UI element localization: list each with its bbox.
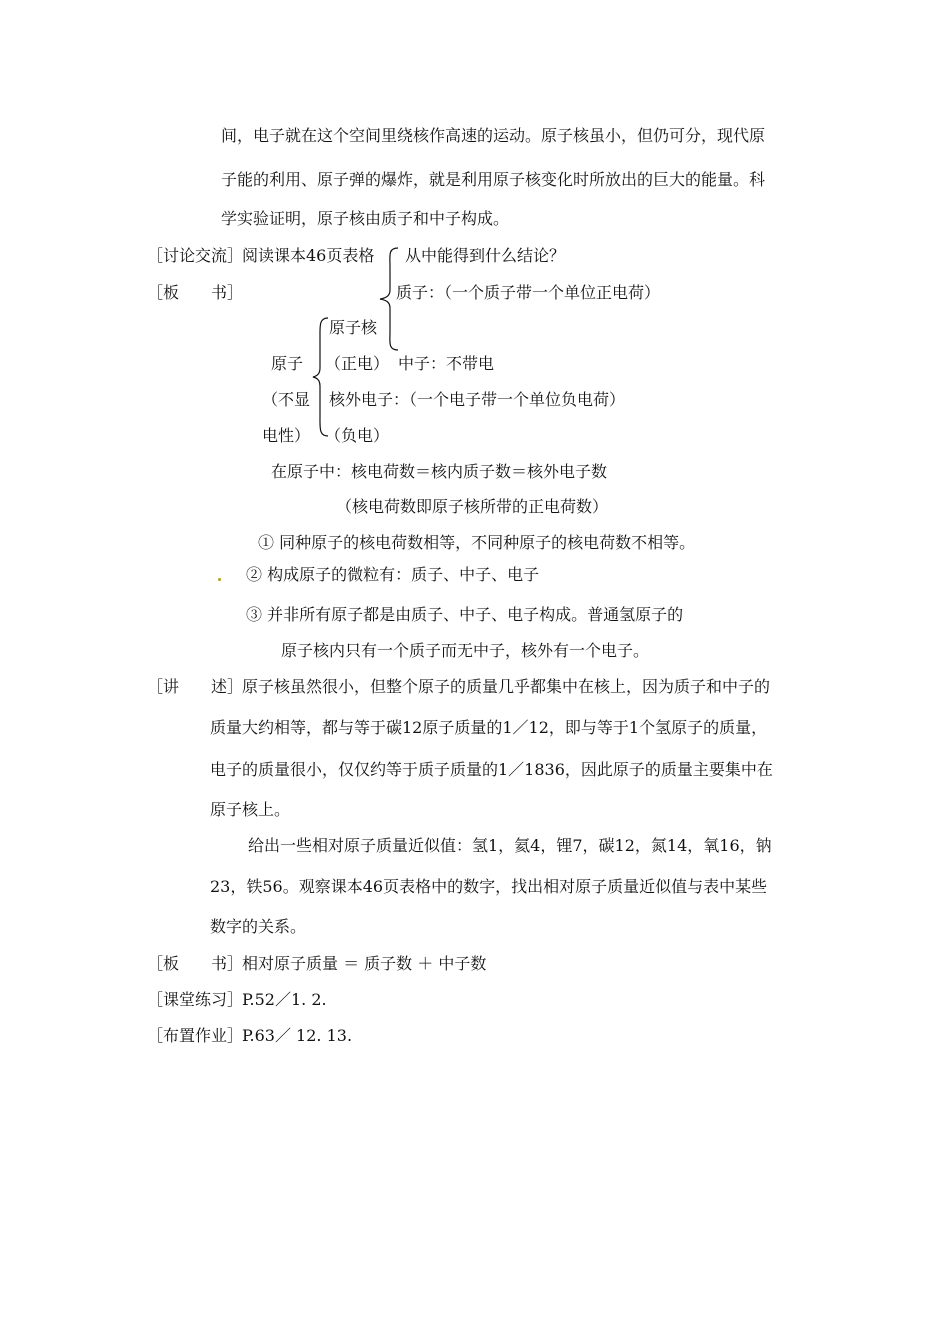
lecture-line-4: 原子核上。	[210, 800, 291, 819]
homework-tag: ［布置作业］	[147, 1026, 244, 1045]
point-3-line-2: 原子核内只有一个质子而无中子，核外有一个电子。	[281, 641, 650, 660]
atom-note-2: 电性）	[262, 426, 311, 445]
mass-para-line-2: 23，铁56。观察课本46页表格中的数字，找出相对原子质量近似值与表中某些	[210, 877, 768, 896]
charge-equation: 在原子中：核电荷数＝核内质子数＝核外电子数	[271, 462, 608, 481]
mark-dot	[218, 578, 221, 581]
atom-label: 原子	[271, 354, 304, 373]
lecture-line-3: 电子的质量很小，仅仅约等于质子质量的1／1836，因此原子的质量主要集中在	[210, 760, 773, 779]
homework-text: P.63／ 12. 13.	[242, 1026, 353, 1045]
point-3-line-1: ③ 并非所有原子都是由质子、中子、电子构成。普通氢原子的	[246, 605, 684, 624]
nucleus-label: 原子核	[329, 318, 378, 337]
mass-para-line-1: 给出一些相对原子质量近似值：氢1，氦4，锂7，碳12，氮14，氧16，钠	[248, 836, 772, 855]
electron-charge: （负电）	[325, 426, 390, 445]
charge-equation-note: （核电荷数即原子核所带的正电荷数）	[336, 497, 609, 516]
exercise-tag: ［课堂练习］	[147, 990, 244, 1009]
lecture-line-2: 质量大约相等，都与等于碳12原子质量的1／12，即与等于1个氢原子的质量，	[210, 718, 768, 737]
atom-note-1: （不显	[262, 390, 311, 409]
discussion-tag: ［讨论交流］	[147, 246, 244, 265]
board-tag-1: ［板 书］	[147, 283, 244, 302]
neutron-line: 中子：不带电	[398, 354, 495, 373]
board-tag-2: ［板 书］	[147, 954, 244, 973]
exercise-text: P.52／1. 2.	[242, 990, 327, 1009]
nucleus-charge: （正电）	[325, 354, 390, 373]
proton-line: 质子：（一个质子带一个单位正电荷）	[396, 283, 661, 302]
intro-line-2: 子能的利用、原子弹的爆炸，就是利用原子核变化时所放出的巨大的能量。科	[221, 170, 766, 189]
lecture-tag: ［讲 述］	[147, 677, 244, 696]
mass-formula: 相对原子质量 ＝ 质子数 ＋ 中子数	[242, 954, 487, 973]
discussion-question: 从中能得到什么结论？	[405, 246, 566, 265]
point-1: ① 同种原子的核电荷数相等，不同种原子的核电荷数不相等。	[258, 533, 696, 552]
discussion-text: 阅读课本46页表格	[242, 246, 375, 265]
atom-brace	[311, 316, 331, 438]
point-2: ② 构成原子的微粒有：质子、中子、电子	[246, 565, 540, 584]
electron-line: 核外电子：（一个电子带一个单位负电荷）	[329, 390, 626, 409]
intro-line-1: 间，电子就在这个空间里绕核作高速的运动。原子核虽小，但仍可分，现代原	[221, 126, 766, 145]
mass-para-line-3: 数字的关系。	[210, 917, 307, 936]
intro-line-3: 学实验证明，原子核由质子和中子构成。	[221, 209, 510, 228]
lecture-line-1: 原子核虽然很小，但整个原子的质量几乎都集中在核上，因为质子和中子的	[242, 677, 771, 696]
